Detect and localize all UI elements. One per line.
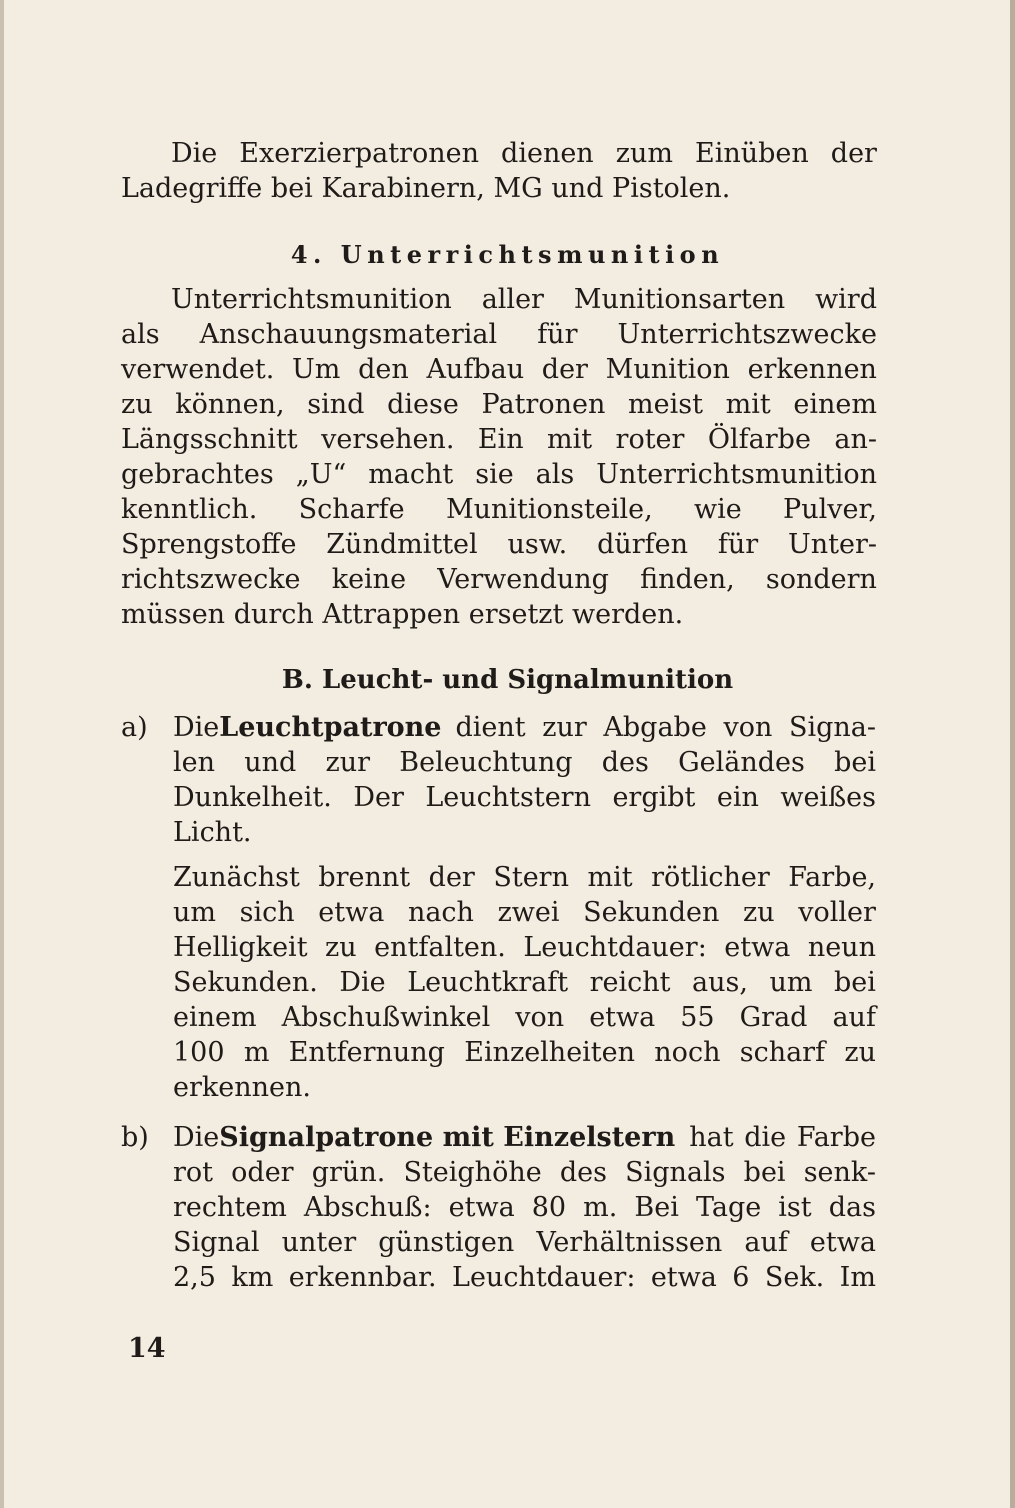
text-line bbox=[173, 930, 876, 965]
word: Signal bbox=[173, 1227, 260, 1258]
word: Farbe bbox=[796, 1122, 876, 1153]
word: an- bbox=[834, 424, 877, 455]
item-a-line1-rest bbox=[456, 710, 877, 745]
word: etwa bbox=[589, 1002, 656, 1033]
word: auf bbox=[832, 1002, 876, 1033]
word: 2,5 bbox=[173, 1262, 216, 1293]
word: dient bbox=[455, 712, 526, 743]
word: Tage bbox=[695, 1192, 762, 1223]
word: Pulver, bbox=[783, 494, 877, 525]
word: einem bbox=[173, 1002, 257, 1033]
section-4-paragraph bbox=[121, 282, 877, 632]
word: rötlicher bbox=[651, 862, 770, 893]
word: Munition bbox=[605, 354, 730, 385]
word: macht bbox=[368, 459, 454, 490]
word: nach bbox=[407, 897, 474, 928]
word: um bbox=[173, 897, 216, 928]
word: Im bbox=[839, 1262, 876, 1293]
word: können, bbox=[175, 389, 285, 420]
word: rechtem bbox=[173, 1192, 287, 1223]
word: dienen bbox=[501, 138, 594, 169]
text-line bbox=[173, 780, 876, 815]
word: verwendet. bbox=[121, 354, 275, 385]
word: werden. bbox=[572, 599, 684, 630]
word: und bbox=[551, 173, 604, 204]
word: Grad bbox=[739, 1002, 808, 1033]
text-line bbox=[121, 492, 877, 527]
word: Die bbox=[171, 138, 218, 169]
word: Steighöhe bbox=[403, 1157, 542, 1188]
word: brennt bbox=[318, 862, 411, 893]
word: mit bbox=[725, 389, 771, 420]
page-edge-left bbox=[0, 0, 4, 1508]
word: zur bbox=[325, 747, 371, 778]
word: als bbox=[535, 459, 575, 490]
word: entfalten. bbox=[374, 932, 506, 963]
word: erkennbar. bbox=[288, 1262, 437, 1293]
word: Abschußwinkel bbox=[281, 1002, 491, 1033]
word: bei bbox=[834, 747, 876, 778]
item-a-paragraph bbox=[173, 710, 876, 850]
text-line bbox=[173, 1070, 876, 1105]
word: dürfen bbox=[597, 529, 689, 560]
word: scharf bbox=[739, 1037, 826, 1068]
word: zu bbox=[743, 897, 775, 928]
word: Munitionsteile, bbox=[445, 494, 653, 525]
text-line bbox=[173, 1035, 876, 1070]
text-line bbox=[173, 965, 876, 1000]
word: oder bbox=[231, 1157, 294, 1188]
section-4-heading: 4. Unterrichtsmunition bbox=[290, 240, 725, 269]
word: das bbox=[828, 1192, 876, 1223]
word: usw. bbox=[507, 529, 568, 560]
word: 80 bbox=[531, 1192, 567, 1223]
word: sind bbox=[307, 389, 365, 420]
word: aus, bbox=[692, 967, 748, 998]
word: bei bbox=[743, 1157, 786, 1188]
word: versehen. bbox=[321, 424, 455, 455]
word: der bbox=[428, 862, 475, 893]
word: len bbox=[173, 747, 216, 778]
word: grün. bbox=[311, 1157, 386, 1188]
word: Helligkeit bbox=[173, 932, 308, 963]
word: Pistolen. bbox=[612, 173, 731, 204]
word: erkennen. bbox=[173, 1072, 311, 1103]
text-line bbox=[173, 1260, 876, 1295]
word: zu bbox=[844, 1037, 876, 1068]
word: Geländes bbox=[678, 747, 805, 778]
word: ersetzt bbox=[468, 599, 564, 630]
word: Einzelheiten bbox=[464, 1037, 636, 1068]
word: erkennen bbox=[747, 354, 877, 385]
text-line bbox=[121, 317, 877, 352]
word: bei bbox=[834, 967, 876, 998]
word: Sek. bbox=[764, 1262, 825, 1293]
word: zu bbox=[121, 389, 153, 420]
word: gebrachtes bbox=[121, 459, 274, 490]
text-line bbox=[121, 597, 877, 632]
word: etwa bbox=[448, 1192, 515, 1223]
word: Karabinern, bbox=[321, 173, 485, 204]
word: Dunkelheit. bbox=[173, 782, 332, 813]
word: um bbox=[769, 967, 813, 998]
word: etwa bbox=[809, 1227, 876, 1258]
item-b-label: b) bbox=[121, 1122, 149, 1153]
text-line bbox=[173, 1120, 876, 1155]
word: rot bbox=[173, 1157, 214, 1188]
word: 55 bbox=[680, 1002, 715, 1033]
word: Entfernung bbox=[288, 1037, 445, 1068]
word: 100 bbox=[173, 1037, 225, 1068]
word: Unterrichtsmunition bbox=[596, 459, 877, 490]
text-line bbox=[173, 1225, 876, 1260]
word: Leuchtdauer: bbox=[452, 1262, 636, 1293]
word: und bbox=[244, 747, 297, 778]
word: senk- bbox=[803, 1157, 876, 1188]
text-line bbox=[121, 171, 877, 206]
word: ist bbox=[778, 1192, 812, 1223]
word: voller bbox=[798, 897, 876, 928]
word: sie bbox=[475, 459, 514, 490]
word: Abgabe bbox=[603, 712, 707, 743]
item-a-term: Leuchtpatrone bbox=[219, 712, 442, 743]
text-line bbox=[121, 422, 877, 457]
word: Signals bbox=[625, 1157, 726, 1188]
word: durch bbox=[233, 599, 314, 630]
word: mit bbox=[547, 424, 593, 455]
page-number: 14 bbox=[128, 1333, 166, 1364]
word: des bbox=[601, 747, 649, 778]
word: von bbox=[723, 712, 773, 743]
word: für bbox=[717, 529, 759, 560]
word: Aufbau bbox=[426, 354, 525, 385]
word: weißes bbox=[780, 782, 876, 813]
intro-paragraph bbox=[121, 136, 877, 206]
text-line bbox=[121, 136, 877, 171]
word: als bbox=[121, 319, 160, 350]
text-line bbox=[173, 895, 876, 930]
word: richtszwecke bbox=[121, 564, 301, 595]
word: auf bbox=[744, 1227, 788, 1258]
section-b-heading: B. Leucht- und Signalmunition bbox=[281, 665, 734, 695]
word: keine bbox=[331, 564, 407, 595]
page-edge-right bbox=[1010, 0, 1015, 1508]
word: unter bbox=[281, 1227, 357, 1258]
word: Leuchtkraft bbox=[407, 967, 569, 998]
word: Abschuß: bbox=[303, 1192, 432, 1223]
word: noch bbox=[654, 1037, 721, 1068]
word: der bbox=[830, 138, 877, 169]
word: km bbox=[231, 1262, 274, 1293]
word: etwa bbox=[650, 1262, 717, 1293]
item-b-term: Signalpatrone mit Einzelstern bbox=[219, 1122, 676, 1153]
word: „U“ bbox=[295, 459, 347, 490]
word: Sekunden. bbox=[173, 967, 318, 998]
word: kenntlich. bbox=[121, 494, 258, 525]
word: Scharfe bbox=[298, 494, 405, 525]
word: von bbox=[515, 1002, 565, 1033]
word: Farbe, bbox=[788, 862, 876, 893]
word: 6 bbox=[732, 1262, 750, 1293]
text-line bbox=[173, 710, 876, 745]
word: Exerzierpatronen bbox=[239, 138, 480, 169]
word: zur bbox=[542, 712, 587, 743]
word: Der bbox=[353, 782, 404, 813]
word: Ladegriffe bbox=[121, 173, 263, 204]
word: Längsschnitt bbox=[121, 424, 298, 455]
word: günstigen bbox=[378, 1227, 515, 1258]
word: den bbox=[358, 354, 409, 385]
text-line bbox=[173, 1000, 876, 1035]
text-line bbox=[121, 457, 877, 492]
word: Anschauungsmaterial bbox=[199, 319, 498, 350]
word: mit bbox=[587, 862, 633, 893]
item-b-paragraph bbox=[173, 1120, 876, 1295]
word: wird bbox=[815, 284, 877, 315]
word: der bbox=[541, 354, 588, 385]
word: Zunächst bbox=[173, 862, 300, 893]
word: reicht bbox=[589, 967, 671, 998]
word: etwa bbox=[724, 932, 791, 963]
item-a-label: a) bbox=[121, 712, 148, 743]
text-line bbox=[173, 1190, 876, 1225]
word: Beleuchtung bbox=[399, 747, 573, 778]
word: Verhältnissen bbox=[536, 1227, 723, 1258]
word: zum bbox=[615, 138, 673, 169]
word: ein bbox=[716, 782, 759, 813]
word: Attrappen bbox=[322, 599, 461, 630]
word: wie bbox=[693, 494, 742, 525]
item-b-line1-rest bbox=[689, 1120, 876, 1155]
word: Leuchtstern bbox=[425, 782, 591, 813]
word: Die bbox=[339, 967, 386, 998]
word: etwa bbox=[318, 897, 385, 928]
word: Zündmittel bbox=[326, 529, 478, 560]
word: zu bbox=[325, 932, 357, 963]
word: bei bbox=[270, 173, 313, 204]
word: Bei bbox=[634, 1192, 679, 1223]
item-a-paragraph-2 bbox=[173, 860, 876, 1105]
text-line bbox=[121, 387, 877, 422]
word: Ein bbox=[477, 424, 524, 455]
text-line bbox=[173, 815, 876, 850]
text-line bbox=[173, 1155, 876, 1190]
word: die bbox=[744, 1122, 787, 1153]
text-line bbox=[121, 562, 877, 597]
word: Munitionsarten bbox=[573, 284, 786, 315]
word: neun bbox=[807, 932, 876, 963]
word: Um bbox=[292, 354, 341, 385]
text-line bbox=[173, 745, 876, 780]
word: Licht. bbox=[173, 817, 252, 848]
word: des bbox=[559, 1157, 607, 1188]
word: aller bbox=[481, 284, 544, 315]
word: sondern bbox=[765, 564, 877, 595]
word: Signa- bbox=[788, 712, 876, 743]
word: zwei bbox=[497, 897, 560, 928]
word: hat bbox=[689, 1122, 734, 1153]
word: Unterrichtsmunition bbox=[171, 284, 452, 315]
word: diese bbox=[387, 389, 459, 420]
word: MG bbox=[493, 173, 543, 204]
text-line bbox=[121, 282, 877, 317]
word: Verwendung bbox=[437, 564, 609, 595]
word: für bbox=[537, 319, 578, 350]
text-line bbox=[173, 860, 876, 895]
word: Unterrichtszwecke bbox=[617, 319, 877, 350]
word: ergibt bbox=[612, 782, 696, 813]
word: m bbox=[243, 1037, 270, 1068]
word: m. bbox=[583, 1192, 618, 1223]
word: Sekunden bbox=[583, 897, 720, 928]
word: Unter- bbox=[787, 529, 877, 560]
word: Ölfarbe bbox=[707, 424, 811, 455]
item-a-prefix: Die bbox=[173, 712, 220, 743]
word: sich bbox=[239, 897, 295, 928]
word: Leuchtdauer: bbox=[523, 932, 707, 963]
word: Patronen bbox=[481, 389, 606, 420]
word: Sprengstoffe bbox=[121, 529, 297, 560]
text-line bbox=[121, 352, 877, 387]
item-b-prefix: Die bbox=[173, 1122, 220, 1153]
word: müssen bbox=[121, 599, 226, 630]
word: Einüben bbox=[694, 138, 809, 169]
word: finden, bbox=[640, 564, 735, 595]
word: roter bbox=[615, 424, 685, 455]
word: einem bbox=[793, 389, 877, 420]
word: meist bbox=[628, 389, 703, 420]
word: Stern bbox=[493, 862, 569, 893]
text-line bbox=[121, 527, 877, 562]
